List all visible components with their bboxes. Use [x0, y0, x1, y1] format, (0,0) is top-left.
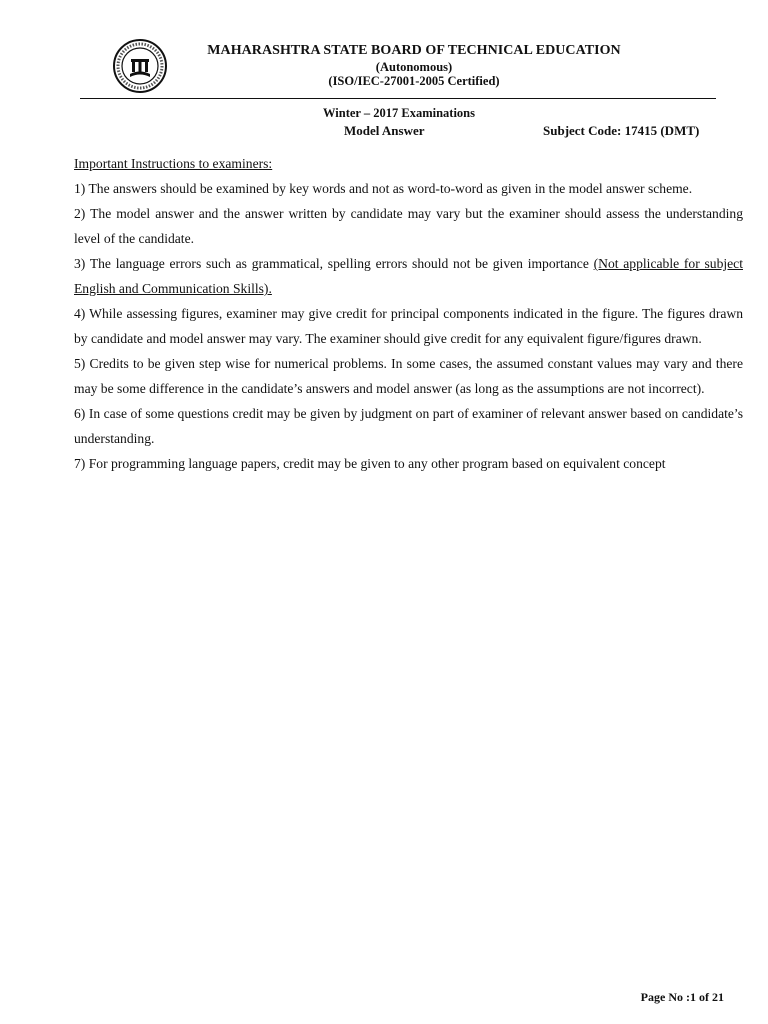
- instruction-item-4: 4) While assessing figures, examiner may give credit for principal components indicated in the figure. The figures drawn by candidate and model answer may vary. The examiner should give credit for any equivalent figure/figures drawn.: [74, 306, 743, 346]
- instruction-item-2: 2) The model answer and the answer written by candidate may vary but the examiner should assess the understanding level of the candidate.: [74, 206, 743, 246]
- instruction-item-5: 5) Credits to be given step wise for numerical problems. In some cases, the assumed constant values may vary and there may be some difference in the candidate’s answers and model answer (as long as the assumptions are not incorrect).: [74, 356, 743, 396]
- instruction-item-7: 7) For programming language papers, credit may be given to any other program based on equivalent concept: [74, 456, 666, 471]
- autonomous-label: (Autonomous): [375, 60, 453, 74]
- subject-code: Subject Code: 17415 (DMT): [543, 123, 700, 138]
- instruction-item-3-text: 3) The language errors such as grammatical, spelling errors should not be given importance: [74, 256, 594, 271]
- page-number: Page No :1 of 21: [640, 990, 724, 1004]
- instructions-heading: Important Instructions to examiners:: [74, 156, 273, 171]
- instruction-item-6: 6) In case of some questions credit may be given by judgment on part of examiner of relevant answer based on candidate’s understanding.: [74, 406, 743, 446]
- instructions-section: [74, 151, 743, 476]
- header-divider: [80, 98, 716, 100]
- instruction-item-1: 1) The answers should be examined by key words and not as word-to-word as given in the model answer scheme.: [74, 181, 693, 196]
- board-title: MAHARASHTRA STATE BOARD OF TECHNICAL EDUCATION: [207, 43, 621, 58]
- certification-label: (ISO/IEC-27001-2005 Certified): [328, 74, 500, 88]
- exam-title: Winter – 2017 Examinations: [323, 106, 475, 120]
- instruction-item-3-underlined: (Not applicable for subject English and Communication Skills).: [74, 256, 743, 296]
- model-answer-label: Model Answer: [344, 123, 425, 138]
- instruction-item-3: [74, 251, 743, 301]
